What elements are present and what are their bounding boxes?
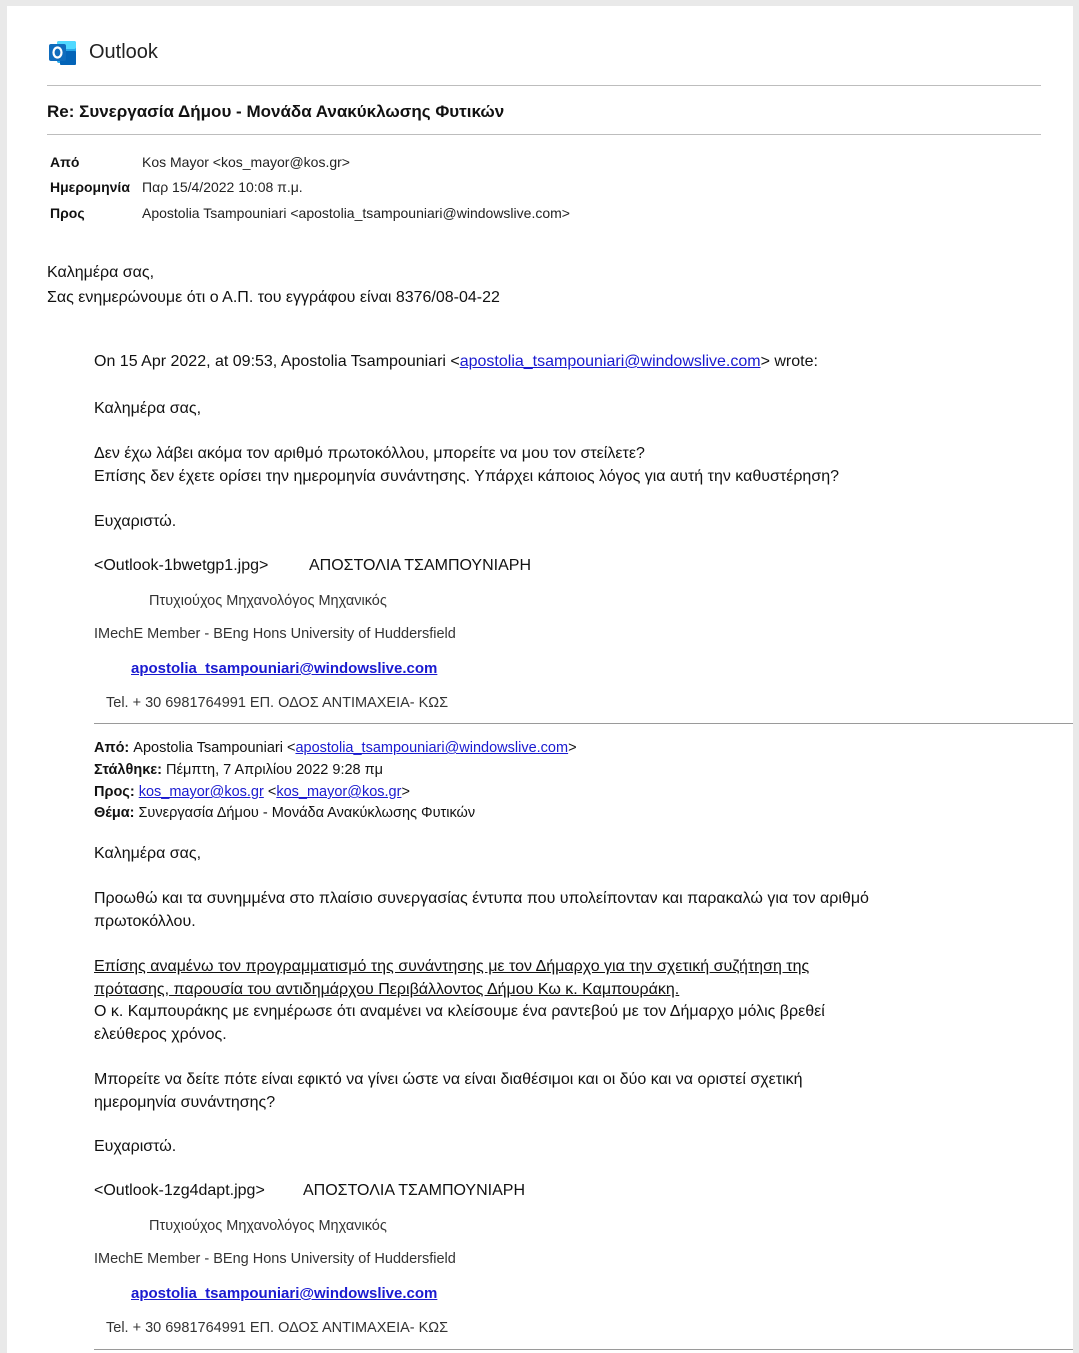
fwd-to-label: Προς:: [94, 784, 135, 800]
from-label: Από: [50, 154, 80, 170]
app-name: Outlook: [89, 41, 158, 63]
divider: [47, 134, 1041, 135]
quote-line1: Δεν έχω λάβει ακόμα τον αριθμό πρωτοκόλλου, μπορείτε να μου τον στείλετε?: [94, 445, 645, 462]
fwd-p3-line1: Μπορείτε να δείτε πότε είναι εφικτό να γίνει ώστε να είναι διαθέσιμοι και οι δύο και να οριστεί σχετική: [94, 1071, 803, 1088]
fwd-to: [94, 784, 410, 800]
signature-tel: Tel. + 30 6981764991 ΕΠ. ΟΔΟΣ ΑΝΤΙΜΑΧΕΙΑ- ΚΩΣ: [106, 695, 449, 711]
fwd-thanks: Ευχαριστώ.: [94, 1138, 177, 1155]
fwd-from-label: Από:: [94, 740, 130, 756]
fwd-to-email-link[interactable]: kos_mayor@kos.gr: [138, 784, 264, 800]
fwd-greeting: Καλημέρα σας,: [94, 845, 202, 862]
fwd-p3-line2: ημερομηνία συνάντησης?: [94, 1094, 276, 1111]
signature-name: ΑΠΟΣΤΟΛΙΑ ΤΣΑΜΠΟΥΝΙΑΡΗ: [309, 557, 531, 574]
signature-member: IMechE Member - BEng Hons University of Huddersfield: [94, 626, 456, 642]
fwd-p2-line3: Ο κ. Καμπουράκης με ενημέρωσε ότι αναμένει να κλείσουμε ένα ραντεβού με τον Δήμαρχο μόλις βρεθεί: [94, 1003, 825, 1020]
fwd-sent: [94, 762, 383, 778]
fwd-p2-line2: πρότασης, παρουσία του αντιδημάρχου Περιβάλλοντος Δήμου Κω κ. Καμπουράκη.: [94, 981, 680, 998]
fwd-from-email-link[interactable]: apostolia_tsampouniari@windowslive.com: [295, 740, 569, 756]
date-value: Παρ 15/4/2022 10:08 π.μ.: [142, 179, 303, 195]
fwd-subject: [94, 805, 475, 821]
fwd-sent-label: Στάλθηκε:: [94, 762, 162, 778]
fwd-from-name: Apostolia Tsampouniari <: [133, 740, 296, 756]
quote-thanks: Ευχαριστώ.: [94, 513, 177, 530]
signature-image-placeholder: <Outlook-1zg4dapt.jpg>: [94, 1182, 265, 1199]
signature-title: Πτυχιούχος Μηχανολόγος Μηχανικός: [149, 593, 387, 609]
fwd-p2-line1: Επίσης αναμένω τον προγραμματισμό της συνάντησης με τον Δήμαρχο για την σχετική συζήτηση της: [94, 958, 810, 975]
attribution-prefix: On 15 Apr 2022, at 09:53, Apostolia Tsampouniari <: [94, 353, 460, 370]
attribution-suffix: > wrote:: [760, 353, 818, 370]
to-value: Apostolia Tsampouniari <apostolia_tsampouniari@windowslive.com>: [142, 205, 570, 221]
signature-name: ΑΠΟΣΤΟΛΙΑ ΤΣΑΜΠΟΥΝΙΑΡΗ: [303, 1182, 525, 1199]
fwd-to-email-link-2[interactable]: kos_mayor@kos.gr: [276, 784, 402, 800]
fwd-sent-value: Πέμπτη, 7 Απριλίου 2022 9:28 πμ: [166, 762, 384, 778]
signature-tel: Tel. + 30 6981764991 ΕΠ. ΟΔΟΣ ΑΝΤΙΜΑΧΕΙΑ- ΚΩΣ: [106, 1320, 449, 1336]
signature-email-link[interactable]: apostolia_tsampouniari@windowslive.com: [131, 660, 438, 677]
fwd-to-gt: >: [401, 784, 410, 800]
signature-image-placeholder: <Outlook-1bwetgp1.jpg>: [94, 557, 269, 574]
divider: [94, 723, 1073, 724]
from-value: Kos Mayor <kos_mayor@kos.gr>: [142, 154, 350, 170]
email-print-page: [7, 6, 1073, 1353]
fwd-subject-label: Θέμα:: [94, 805, 135, 821]
fwd-to-lt: <: [267, 784, 277, 800]
quote-line2: Επίσης δεν έχετε ορίσει την ημερομηνία συνάντησης. Υπάρχει κάποιος λόγος για αυτή την καθυστέρηση?: [94, 468, 839, 485]
attribution-email-link[interactable]: apostolia_tsampouniari@windowslive.com: [459, 353, 761, 370]
signature-member: IMechE Member - BEng Hons University of Huddersfield: [94, 1251, 456, 1267]
reply-line: Σας ενημερώνουμε ότι ο Α.Π. του εγγράφου είναι 8376/08-04-22: [47, 289, 500, 306]
quote-greeting: Καλημέρα σας,: [94, 400, 202, 417]
fwd-p2-line4: ελεύθερος χρόνος.: [94, 1026, 227, 1043]
email-subject: Re: Συνεργασία Δήμου - Μονάδα Ανακύκλωσης Φυτικών: [47, 102, 505, 121]
reply-greeting: Καλημέρα σας,: [47, 264, 155, 281]
signature-email-link[interactable]: apostolia_tsampouniari@windowslive.com: [131, 1285, 438, 1302]
fwd-from-end: >: [568, 740, 577, 756]
divider: [47, 85, 1041, 86]
quote-attribution: [94, 351, 818, 374]
signature-title: Πτυχιούχος Μηχανολόγος Μηχανικός: [149, 1218, 387, 1234]
date-label: Ημερομηνία: [50, 179, 130, 195]
outlook-logo-icon: [48, 38, 78, 68]
divider: [94, 1349, 1073, 1350]
fwd-subject-value: Συνεργασία Δήμου - Μονάδα Ανακύκλωσης Φυτικών: [138, 805, 476, 821]
to-label: Προς: [50, 205, 85, 221]
fwd-p1-line2: πρωτοκόλλου.: [94, 913, 196, 930]
fwd-from: [94, 740, 577, 756]
fwd-p1-line1: Προωθώ και τα συνημμένα στο πλαίσιο συνεργασίας έντυπα που υπολείπονταν και παρακαλώ για τον αριθμό: [94, 890, 869, 907]
